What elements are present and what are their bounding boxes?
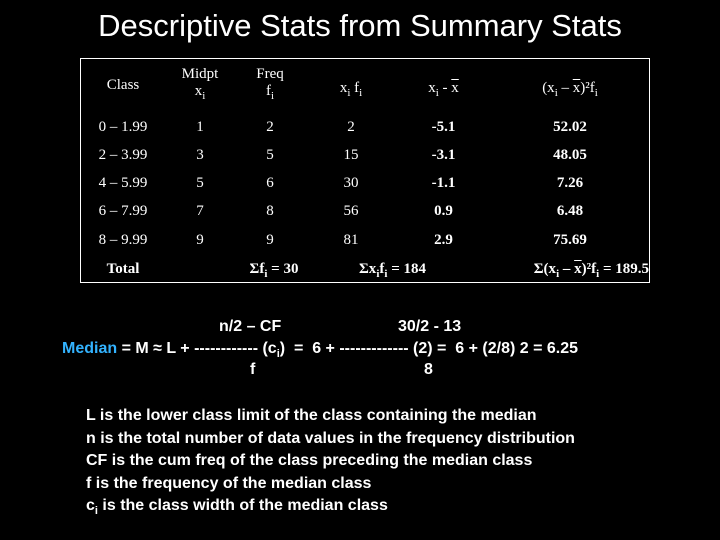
row2-squared-deviation: 48.05 xyxy=(553,147,587,163)
header-class: Class xyxy=(106,77,140,93)
median-equation: Median = M ≈ L + ------------ $(c_i) = 6$ + ------------- (2) = 6 + (2/8) 2 = 6.25 xyxy=(62,340,579,361)
row5-frequency: 9 xyxy=(266,232,274,248)
table-border-bottom xyxy=(80,282,650,283)
row4-xf: 56 xyxy=(343,203,359,219)
row4-squared-deviation: 6.48 xyxy=(556,203,584,219)
total-xf: $\Sigma x_if_i = 184$ xyxy=(359,261,426,280)
header-frequency: Freq $f_i$ xyxy=(256,66,284,102)
row1-midpoint: 1 xyxy=(196,119,204,135)
definition-item: f is the frequency of the median class xyxy=(86,474,372,492)
row3-class: 4 – 5.99 xyxy=(98,175,148,191)
header-midpoint: Midpt $x_i$ xyxy=(181,66,219,102)
row1-squared-deviation: 52.02 xyxy=(553,119,587,135)
row5-deviation: 2.9 xyxy=(434,232,453,248)
row3-xf: 30 xyxy=(343,175,359,191)
row4-class: 6 – 7.99 xyxy=(98,203,148,219)
row4-frequency: 8 xyxy=(266,203,274,219)
row2-midpoint: 3 xyxy=(196,147,204,163)
table-border-top xyxy=(80,58,650,59)
row5-midpoint: 9 xyxy=(196,232,204,248)
table-border-right xyxy=(649,58,650,283)
row3-deviation: -1.1 xyxy=(431,175,456,191)
row1-frequency: 2 xyxy=(266,119,274,135)
total-label: Total xyxy=(106,261,140,277)
row3-midpoint: 5 xyxy=(196,175,204,191)
row2-class: 2 – 3.99 xyxy=(98,147,148,163)
row1-xf: 2 xyxy=(347,119,355,135)
row2-xf: 15 xyxy=(343,147,359,163)
row4-deviation: 0.9 xyxy=(434,203,453,219)
row3-frequency: 6 xyxy=(266,175,274,191)
header-xf: $x_i$ $f_i$ xyxy=(339,80,363,99)
header-deviation: $x_i - \overline{x}$ xyxy=(428,80,459,99)
definitions-list xyxy=(86,405,575,523)
row2-deviation: -3.1 xyxy=(431,147,456,163)
row1-class: 0 – 1.99 xyxy=(98,119,148,135)
median-numerator-left: n/2 – CF xyxy=(219,318,282,335)
definition-item: L is the lower class limit of the class containing the median xyxy=(86,407,537,424)
definition-item: $c_i$ is the class width of the median class xyxy=(86,497,388,518)
median-label: Median xyxy=(62,340,118,357)
row3-squared-deviation: 7.26 xyxy=(556,175,584,191)
row1-deviation: -5.1 xyxy=(431,119,456,135)
row4-midpoint: 7 xyxy=(196,203,204,219)
row5-squared-deviation: 75.69 xyxy=(553,232,587,248)
median-numerator-right: 30/2 - 13 xyxy=(398,318,462,335)
row2-frequency: 5 xyxy=(266,147,274,163)
total-squared-deviation: $\Sigma(x_i - \overline{x})^2f_i = 189.5$ xyxy=(533,261,649,280)
definition-item: CF is the cum freq of the class preceding the median class xyxy=(86,452,533,469)
median-denominator-left: f xyxy=(250,361,256,378)
row5-xf: 81 xyxy=(343,232,359,248)
row5-class: 8 – 9.99 xyxy=(98,232,148,248)
total-frequency: $\Sigma f_i = 30$ xyxy=(249,261,299,280)
median-denominator-right: 8 xyxy=(424,361,433,378)
slide-title: Descriptive Stats from Summary Stats xyxy=(98,8,622,43)
header-squared-deviation: $(x_i - \overline{x})^2f_i$ xyxy=(542,80,598,99)
definition-item: n is the total number of data values in the frequency distribution xyxy=(86,429,575,447)
frequency-table xyxy=(80,58,650,283)
